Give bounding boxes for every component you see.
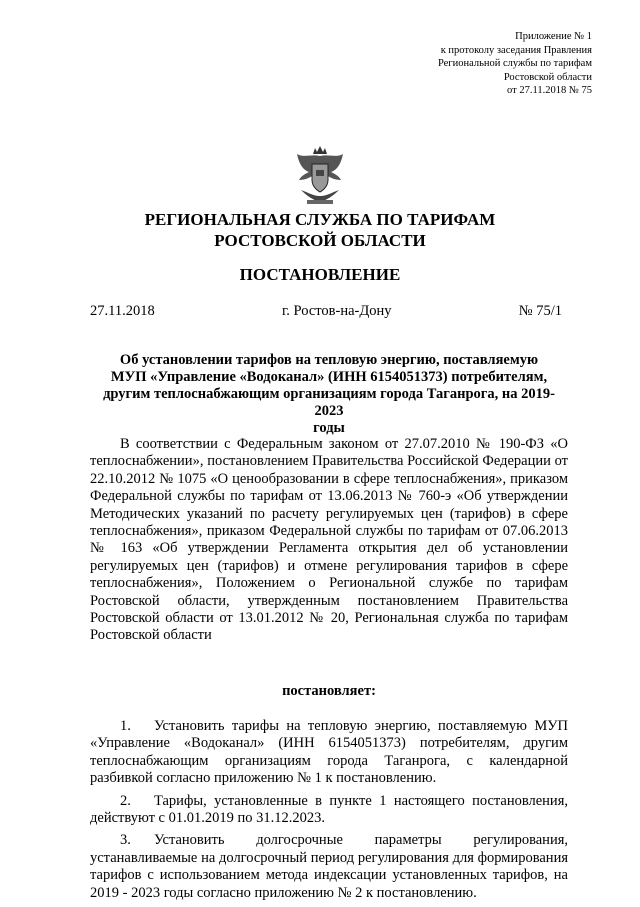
item-text: Установить долгосрочные параметры регулирования, устанавливаемые на долгосрочный период регулирования для формирования тарифов с использованием метода индексации установленных тарифов, на 2019 - 2023 годы согласно приложению № 2 к постановлению. [90,832,568,901]
document-place: г. Ростов-на-Дону [281,303,392,319]
document-type: ПОСТАНОВЛЕНИЕ [239,265,401,284]
decree-word: постановляет: [282,683,376,699]
appendix-note [438,30,592,98]
appendix-line: от 27.11.2018 № 75 [507,85,592,96]
resolution-item [90,832,568,902]
resolution-item [90,793,568,828]
document-number: № 75/1 [518,303,562,319]
preamble-paragraph: В соответствии с Федеральным законом от 27.07.2010 № 190-ФЗ «О теплоснабжении», постановлением Правительства Российской Федерации от 22.10.2012 № 1075 «О ценообразовании в сфере теплоснабжения», приказом Федеральной службы по тарифам от 13.06.2013 № 760-э «Об утверждении Методических указаний по расчету регулируемых цен (тарифов) в сфере теплоснабжения», приказом Федеральной службы по тарифам от 07.06.2013 № 163 «Об утверждении Регламента открытия дел об установлении регулируемых цен (тарифов) и отмене регулирования тарифов в сфере теплоснабжения», Положением о Региональной службе по тарифам Ростовской области, утвержденным постановлением Правительства Ростовской области от 13.01.2012 № 20, Региональная служба по тарифам Ростовской области [90,436,568,644]
item-number: 3. [120,832,131,849]
item-text: Тарифы, установленные в пункте 1 настоящего постановления, действуют с 01.01.2019 по 31.12.2023. [90,792,568,827]
document-title [90,352,568,437]
appendix-line: к протоколу заседания Правления [440,44,592,56]
appendix-line: Ростовской области [503,71,592,83]
resolution-item [90,718,568,788]
appendix-line: Приложение № 1 [515,31,592,42]
organization-name [0,209,640,251]
document-meta [90,303,562,320]
title-line: Об установлении тарифов на тепловую энергию, поставляемую [119,352,539,368]
resolution-items [90,718,568,907]
document-date: 27.11.2018 [90,303,155,319]
title-line: годы [313,420,345,436]
appendix-line: Региональной службы по тарифам [437,58,592,69]
title-line: другим теплоснабжающим организациям города Таганрога, на 2019-2023 [103,386,555,419]
item-number: 2. [120,792,131,809]
coat-of-arms-icon [293,146,347,206]
title-line: МУП «Управление «Водоканал» (ИНН 6154051373) потребителям, [110,369,548,385]
organization-line: РОСТОВСКОЙ ОБЛАСТИ [214,231,426,250]
item-text: Установить тарифы на тепловую энергию, поставляемую МУП «Управление «Водоканал» (ИНН 6154051373) потребителям, другим теплоснабжающим организациям города Таганрога, с календарной разбивкой согласно приложению № 1 к постановлению. [90,718,568,787]
item-number: 1. [120,718,131,734]
organization-line: РЕГИОНАЛЬНАЯ СЛУЖБА ПО ТАРИФАМ [144,210,496,229]
